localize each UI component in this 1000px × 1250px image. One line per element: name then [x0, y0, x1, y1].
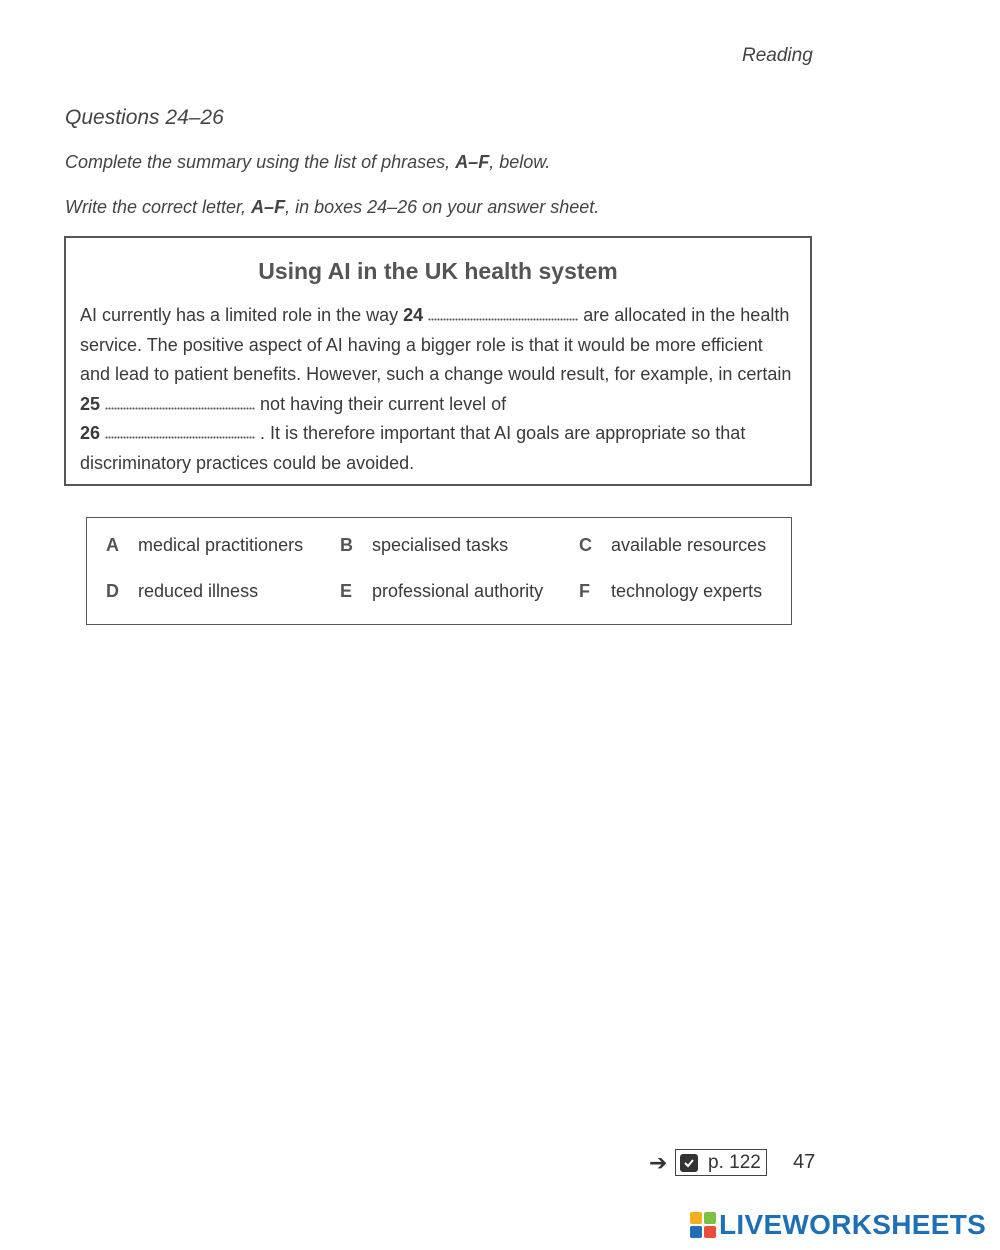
phrase-options-box	[86, 517, 792, 625]
option-text: available resources	[611, 535, 767, 555]
instruction-complete-summary: Complete the summary using the list of phrases, A–F, below.	[65, 152, 551, 172]
logo-tile	[704, 1212, 716, 1224]
liveworksheets-brand[interactable]	[690, 1209, 986, 1241]
logo-tile	[690, 1212, 702, 1224]
questions-heading: Questions 24–26	[65, 106, 224, 129]
option-letter: A	[106, 535, 119, 555]
section-label: Reading	[742, 45, 813, 66]
option-text: specialised tasks	[372, 535, 509, 555]
option-letter: B	[340, 535, 353, 555]
logo-tile	[704, 1226, 716, 1238]
answer-key-reference[interactable]	[675, 1149, 767, 1176]
answer-blank-26[interactable]	[105, 425, 255, 439]
option-f	[579, 581, 762, 602]
option-letter: E	[340, 581, 353, 601]
summary-box	[64, 236, 812, 486]
arrow-right-icon: ➔	[649, 1150, 668, 1175]
option-text: reduced illness	[138, 581, 259, 601]
option-b	[340, 535, 508, 556]
summary-title: Using AI in the UK health system	[258, 258, 618, 284]
option-text: medical practitioners	[138, 535, 304, 555]
option-letter: C	[579, 535, 592, 555]
question-number-25: 25	[80, 393, 101, 414]
reference-page-text: p. 122	[708, 1151, 761, 1173]
option-c	[579, 535, 766, 556]
option-letter: F	[579, 581, 590, 601]
option-d	[106, 581, 258, 602]
brand-name: LIVEWORKSHEETS	[719, 1209, 987, 1240]
option-text: technology experts	[611, 581, 763, 601]
option-letter: D	[106, 581, 119, 601]
answer-blank-24[interactable]	[428, 307, 578, 321]
option-text: professional authority	[372, 581, 544, 601]
liveworksheets-logo-icon	[690, 1212, 716, 1238]
page-number: 47	[793, 1151, 816, 1173]
question-number-24: 24	[403, 305, 424, 325]
logo-tile	[690, 1226, 702, 1238]
answer-blank-25[interactable]	[105, 396, 255, 410]
option-e	[340, 581, 543, 602]
summary-text: AI currently has a limited role in the way 24 are allocated in the health service. The positive aspect of AI having a bigger role is that it would be more efficient and lead to patient benefits. However, such a change would result, for example, in certain 25 not having their current level of 26 . It is therefore important that AI goals are appropriate so that discriminatory practices could be avoided.	[80, 305, 792, 473]
instruction-write-letter: Write the correct letter, A–F, in boxes 24–26 on your answer sheet.	[65, 197, 600, 217]
question-number-26: 26	[80, 423, 101, 444]
option-a	[106, 535, 303, 556]
answer-key-icon	[680, 1154, 698, 1172]
